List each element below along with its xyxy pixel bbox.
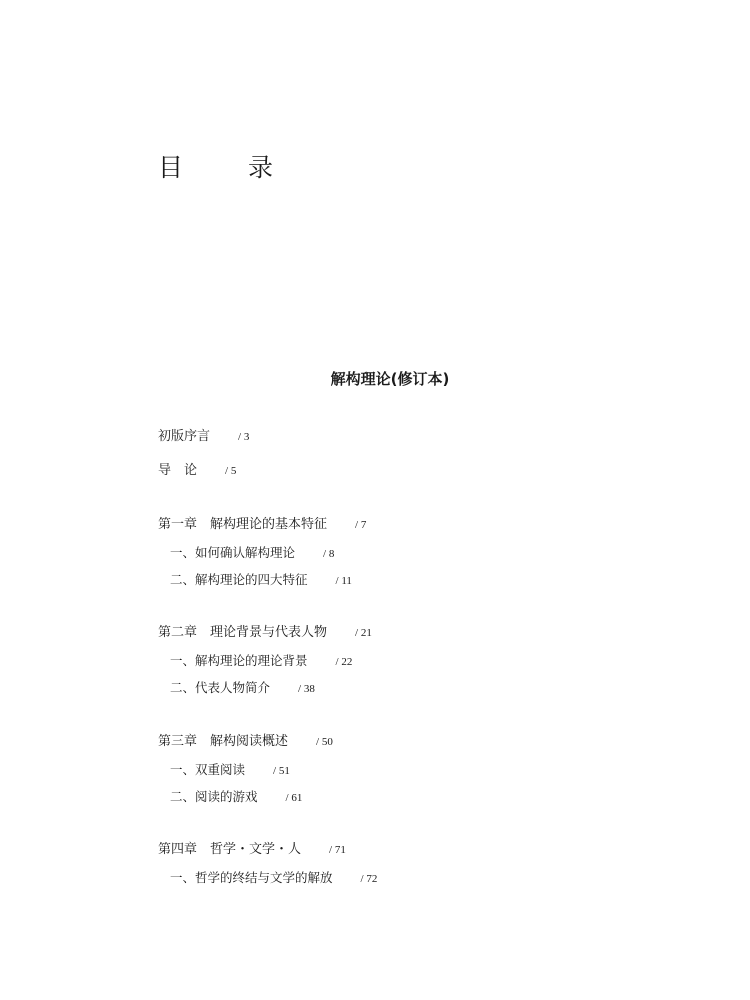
toc-entry-chapter-4[interactable] <box>158 840 346 860</box>
toc-entry-label: 第三章 解构阅读概述 <box>158 734 289 749</box>
toc-entry-preface[interactable] <box>158 427 249 447</box>
page-title: 目 录 <box>158 153 294 182</box>
toc-entry-label: 二、解构理论的四大特征 <box>170 572 308 587</box>
toc-entry-section-4-1[interactable] <box>170 868 377 889</box>
toc-entry-page: / 61 <box>286 788 303 808</box>
toc-entry-section-2-2[interactable] <box>170 678 315 699</box>
toc-entry-page: / 72 <box>361 869 378 889</box>
toc-entry-section-2-1[interactable] <box>170 651 352 672</box>
toc-entry-page: / 71 <box>329 840 346 860</box>
toc-entry-label: 第四章 哲学・文学・人 <box>158 842 302 857</box>
toc-entry-label: 初版序言 <box>158 429 211 444</box>
toc-entry-page: / 50 <box>316 732 333 752</box>
toc-entry-page: / 22 <box>336 652 353 672</box>
book-title: 解构理论(修订本) <box>330 370 450 388</box>
toc-entry-label: 第二章 理论背景与代表人物 <box>158 625 328 640</box>
toc-entry-page: / 51 <box>273 761 290 781</box>
toc-entry-label: 第一章 解构理论的基本特征 <box>158 517 328 532</box>
toc-entry-chapter-3[interactable] <box>158 732 333 752</box>
toc-entry-label: 一、如何确认解构理论 <box>170 545 296 560</box>
toc-entry-label: 一、哲学的终结与文学的解放 <box>170 870 333 885</box>
toc-entry-page: / 38 <box>298 679 315 699</box>
toc-entry-page: / 21 <box>355 623 372 643</box>
toc-entry-section-3-1[interactable] <box>170 760 290 781</box>
toc-entry-page: / 8 <box>323 544 334 564</box>
toc-entry-page: / 7 <box>355 515 366 535</box>
toc-entry-label: 导 论 <box>158 463 198 478</box>
toc-entry-label: 一、双重阅读 <box>170 762 246 777</box>
toc-entry-chapter-1[interactable] <box>158 515 366 535</box>
toc-entry-label: 二、代表人物简介 <box>170 680 271 695</box>
toc-entry-section-1-1[interactable] <box>170 543 334 564</box>
toc-entry-page: / 5 <box>225 461 236 481</box>
toc-entry-chapter-2[interactable] <box>158 623 372 643</box>
toc-entry-label: 一、解构理论的理论背景 <box>170 653 308 668</box>
toc-entry-label: 二、阅读的游戏 <box>170 789 258 804</box>
toc-entry-section-1-2[interactable] <box>170 570 352 591</box>
toc-entry-section-3-2[interactable] <box>170 787 302 808</box>
toc-entry-introduction[interactable] <box>158 461 236 481</box>
toc-entry-page: / 3 <box>238 427 249 447</box>
toc-entry-page: / 11 <box>336 571 352 591</box>
